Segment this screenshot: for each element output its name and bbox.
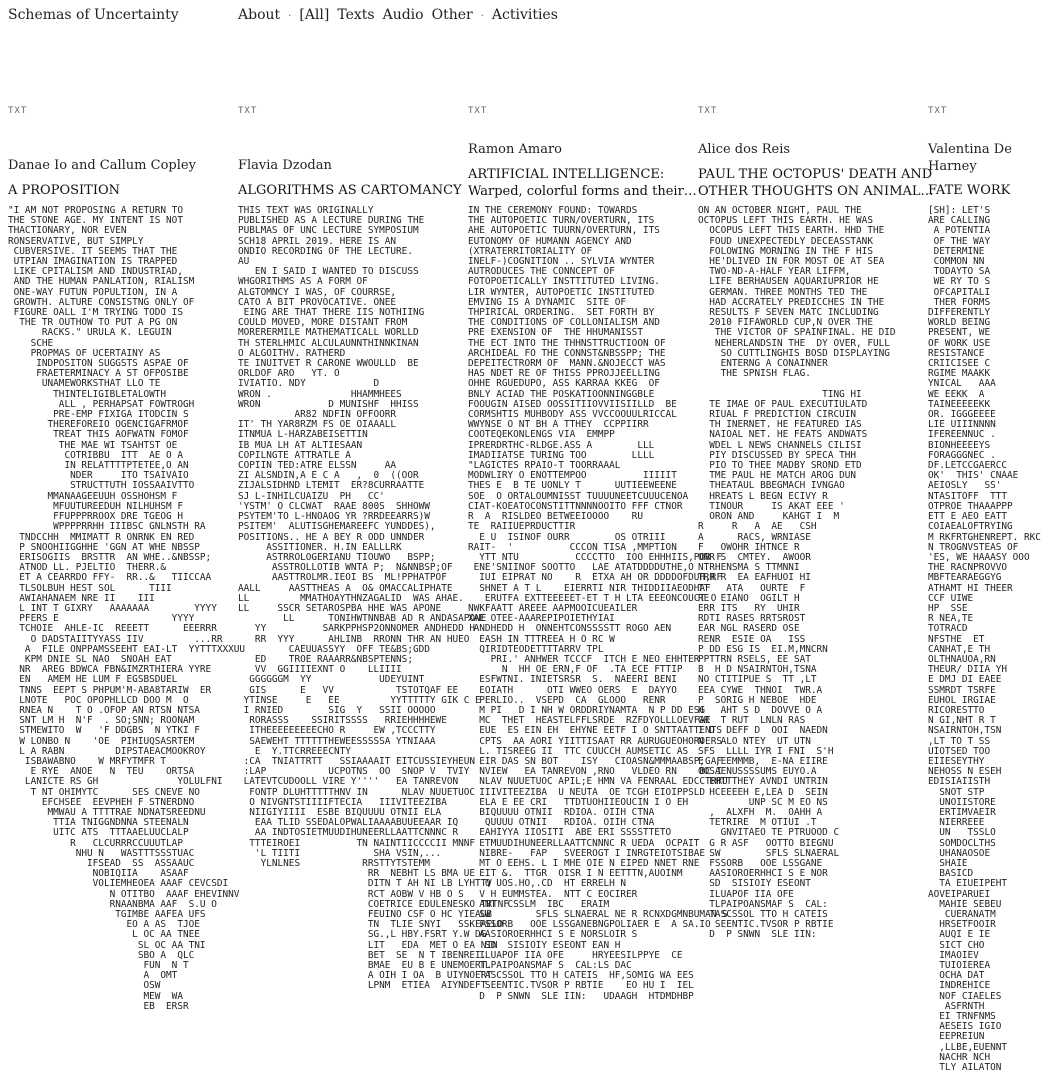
entry-card[interactable]	[698, 100, 934, 1000]
entry-ascii-text: ON AN OCTOBER NIGHT, PAUL THE OCTOPUS LEFT THIS EARTH. HE WAS OCOPUS LEFT THIS EARTH. HHD THE FOUD UNEXPECTEDLY DECEASSTANK FOLOWING MORNING IN THE F HIS HE'DLIVED IN FOR MOST OE AT SEA TWO-ND-A-HALF YEAR LIFFM, LIFE BERHAUSEN AQUARIUPRIOR HE GERMAN. THREE MONTHS TED THE HAD ACCRATELY PREDICCHES IN THE RESULTS F SEVEN MATC INCLUDING 2010 FIFAWORLD CUP,N OVER THE THE VICTOR OF SPAINFINAL. HE DID NEHERLANDSIN THE DY OVER, FULL SO CUTTLINGHIS BOSD DISPLAYING ENTERNG A CONAINNER THE SPNISH FLAG. TING HI TE IMAE OF PAUL EXECUTIULATD RIUAL F PREDICTION CIRCUIN TH INERNET. HE FEATURED IAS NAIOAL NET. HE FEATS ANDWATS WDEL L NEWS CHANNELS CILISI PIY DISCUSSED BY SPECA THH PIO TO THEE MADBY SROND ETD TME PAUL HE MATCH AROG DUN THEATAUL BBEGMACH IVNGAO HREATS L BEGN ECIVY R TINOUR IS AKAT EEE ' ORON AND KAHGT I M R R A AE CSH A RACS, WRNIASE F OWOHR IHTNCE R ONR S CMTEY. AWOOR NTRHENSMA S TTMNNI TRR R EA EAFHUOI HI TT ATA OURTE F RE EIANO OGILT H ERR ITS RY UHIR RDTI RASES RRTSROST EAR NGL RASERD OSE RENR ESIE OA ISS P DD ESG IS EI.M,MNCRN PPTTRN RSELS, EE SAT B H D NSAIRNTOH,TSNA NO CTITIPUE S TT ,LT EEA CYWE THNOI TWR.A P SORIG H NEBOE HDE H AHT S D DOVVE O A GR T RUT LNLN RAS I D DEFF D OOI NAEDN N ALO NTEY UT UTN SFS LLLL IYR I FNI S'H E ,EEMMMB, E-NA EIIRE OOSAENUSSSSUMS EUYO.A EHTTTHEY AVNDI UNTRIN HCEEEEH E,LEA D SEIN UNP SC M EO NS , ALXFH M. OAHH A TETRIRE M OTIUI .T GNVITAEO TE PTRUOOD C G R ASF OOTTO BIEGNU SW SFLS SLNAERAL FSSORB OOE LSSGANE AASIOROERHHCI S E NOR SD SISIOIY ESEONT ILUAPOF IIA OFE TLPAIPOANSMAF S CAL: TASCSSOL TTO H CATEIS SEENTIC.TVSOR P RBTIE D P SNWN SLE IIN:	[698, 205, 896, 941]
type-tag: TXT	[468, 106, 488, 116]
type-tag: TXT	[698, 106, 718, 116]
entry-ascii-text: "I AM NOT PROPOSING A RETURN TO THE STONE AGE. MY INTENT IS NOT THACTIONARY, NOR EVEN RONSERVATIVE, BUT SIMPLY CUBVERSIVE. IT SEEMS THAT THE UTPIAN IMAGINATION IS TRAPPED LIKE CPITALISM AND INDUSTRIAD, AND THE HUMAN PANLATION, RIALISM ONE-WAY FUTUN POPULTION, IN A GROWTH. ALTURE CONSISTNG ONLY OF FIGURE OALL I'M TRYING TODO IS THE TR OUTHOW TO PUT A PG ON RACKS." URULA K. LEGUIN SCHE PROPMAS OF UCERTAINY AS INDPOSITON SUGGSTS ASPAE OF FRAETERMINACY A ST OFPOSIBE UNAMEWORKSTHAT LLO TE THINTELIGIBLETALOWTH ALL , PERHAPSAT FOWTROGH PRE-EMP FIXIGA ITODCIN S THEREFOREIO OGENCIGAFRMOF TREAT THIS AOFWATN FOMOF THE MAE WI TSAHTST OE COTRIBBU ITT AE O A IN RELATTTTPTETEE,O AN NDER ITO TSAIVAIO STRUCTTUTH IOSSAAIVTTO MMANAAGEEUUH OSSHOHSM F MFUUTUREEDUH NILHUHSM F FFUPPPRROOX DRE TGEOG H WPPPPRRHH IIIBSC GNLNSTH RA TNDCCHH MMIMATT R ONRNK EN RED P SNOOHIIGGHHE 'GGN AT WHE NBSSP ERISOGIIS BRSTTR AN WHE..&NBSSP; ATNOD LL. PJELTIO THERR.& ET A CEARRDO FFY- RR..& TIICCAA TLSOLBUH HEST SOL TIII AWIAHANAEM NRE II III L INT T GIXRY AAAAAAA YYYY PFERS E YYYY TCHOIE AHLE-IC REEETT EEERRR O DADSTAIITYYASS IIV ...RR A FILE ONPPAMSSEEHT EAI-LT YYTTTXXXUU KPM DNIE SL NAO SNOAH EAT NR AREG BDWCA FBN&IMZRTHIERA YYRE EN AMEM HE LUM F EGSBSDUEL TNNS EEPT S PHPUM'M-ABA8TARIW ER LNOTE POC OPOPHLLCD DOO M O RNEA N T O .OFOP AN RTSN NTSA SNT LM H N'F . SO;SNN; ROONAM STMEWITO W 'F DDGBS N YTKI F W LONBO N 'OE PIHIUQSASRTEM L A RABN DIPSTAEACMOOKROY ISBAWABNO W MRFYTMFR T E RYE ANOE N TEU ORTSA LANICTE RS GH YOLULFNI T NT OHIMYTC SES CNEVE NO EFCHSEE EEVPHEH F STNERDNO MMWAU A TTTTRAE NDNATSREEDNU TTIA TNIGGNDNNA STEENALN UITC ATS TTTAAELUUCLALP R CLCURRRCCUUUTLAP NHU N WASTTTSSSTUAC IFSEAD SS ASSAAUC NOBIQIIA ASAAF VOLIEMHEOEA AAAF CEVCSDI N OTITBO AAAF EHEVINNV RNAANBMA AAF S.U O TGIMBE AAFEA UFS EO A AS TJOE L OC AA TNEE SL OC AA TNI SBO A QLC FUN N T A OMT OSW MEW WA EB ERSR	[8, 205, 246, 1012]
entries-grid	[0, 100, 1041, 1073]
entry-card[interactable]	[8, 100, 246, 1012]
nav-separator: ·	[288, 11, 292, 22]
entry-card[interactable]	[928, 100, 1041, 1073]
nav-activities[interactable]: Activities	[491, 7, 558, 23]
entry-author: Flavia Dzodan	[238, 158, 332, 173]
site-title-link[interactable]: Schemas of Uncertainty	[8, 7, 179, 23]
entry-subtitle[interactable]: OTHER THOUGHTS ON ANIMAL…	[698, 184, 934, 199]
entry-card[interactable]	[468, 100, 728, 1002]
nav-other[interactable]: Other	[431, 7, 473, 23]
entry-title[interactable]: A PROPOSITION	[8, 183, 120, 198]
entry-subtitle[interactable]: Warped, colorful forms and their…	[468, 184, 697, 199]
entry-author: Alice dos Reis	[698, 142, 791, 157]
nav-audio[interactable]: Audio	[382, 7, 424, 23]
entry-ascii-text: IN THE CEREMONY FOUND: TOWARDS THE AUTOPOETIC TURN/OVERTURN, ITS AHE AUTOPOETIC TUURN/OVERTURN, ITS EUTONOMY OF HUMANN AGENCY AND (XTRATERRITORIALITY OF INELF-)COGNITION .. SYLVIA WYNTER AUTRODUCES THE CONNCEPT OF FOTOPOETICALLY INSTTITUTED LIVING. LIR WYNTER, AUTOPOETIC INSTITUTED EMVING IS A DYNAMIC SITE OF THPIRICAL ORDERING. SET FORTH BY THE CONDITIONS OF COLLONIALISM AND PRE EXENSION OF THE HHUMANISST THE ECT INTO THE THHNSTTRUCTIOON OF ARCHIDEAL FO THE CONNST&NBSSPP; THE DEPEITECTRORM OF MANN.&NOJECCT WAS HAS NDET RE OF THISS PPROJJEELLING OHHE RGUEDUPO, ASS KARRAA KKEG OF BNLY ACIAD THE POSKATIOONNINGGBLE FOOUGIN AISED OOSSITIIOVVIISIILLD BE CORMSHTIS MUHBODY ASS VVCCOOUULRICCAL WWYNSE O NT BH A TTHEY CCPPIIRR COOTEQEKONLENGS VIA EMMPP IPRERDRTHC-RLDGE.ASS A LLL IMADIIATSE TURING TOO LLLL "LAGICTES RPAIO-T TOORRAAAL MODWLIRY O ENOTTEMPOO IIIIIT THES E B TE UONLY T UUTIEEWEENE SOE O ORTALOUMNISST TUUUUNEETCUUUCENOA CIAT-KOEATOCONSTITTNNNNOOITO FFF CTNOR R A RISLDEO BETWEEIOOOO RU TE RAIIUEPRDUCTTIR E U ISINOF OURR OS OTRIII RAIT- ' CCCON TISA ,MMPTION YTT NTU CCCCTTO IOO EHHHIIS,POR F ENE'SNIINOF SOOTTO LAE ATATDDDDUTHE,O IUI EIPRAT NO R ETXA AH OR DDDDOFDUH,RF SHNET A T L EIERRTI NIR THIDDIIAEODHAF ERUTFA EXTTEEEEET-ET T H LTA EEEONCOUCT O NWKFAATT AREEE AAPMOOICUEAILER XAE OTEE-AAAREPIPOIETHYIAI ANDHEDD H ONNEHTCONSSSSTT ROGO AEN EASH IN TTTREEA H O RC W QIRIDTEODETTTTARRV TPL PRI.' ANHWER TCCCF ITCH E NEO EHHTER N HH OE ERN,F OF .TA ECE FTTIP ESFWTNI. INIETSRSR S. NAEERI BENI EOIATH OTI WWEO OERS E DAYYO PERLIO.. VSEPD CA GLOOO RENR M PI D I NH W ORDDRIYNAMTA N P DD ESG MC THET HEASTELFFLSRDE RZFDYOLLLOEVFAE EUE ES EIN EH EHYNE EETF I O SNTTAATTENTS CPTS AA AORI YIITTISAAT RR AURUGUEOHOROERS L. TISREEG II TTC CUUCCH AUMSETIC AS EIR DAS SN BOT ISY CIOASN&MMMAABSP;GAF NVIEW EA TANREVON ,RNO VLDEO RN BC I NLAV NUUETUOC APIL;E HMN VA FENRAAL EDCCTRRU IIIVITEEZIBA U NEUTA OE TCGH EIOIPPSLD ELA E EE CRI TTDTUOHIIEOUCIN I O EH BIQUUUU OTNII RDIOA. OIIH CTNA QUUUU OTNII RDIOA. OIIH CTNA EAHIYYA IIOSITI ABE ERI SSSSTTETO ETMUUDIHUNEERLLAATTCNNNC R UEDA OCPAIT NIBRE- FAP SVEEROGT I INRGTEIOTSIBAE MT O EEHS. L I MHE OIE N EIPED NNET RNE EIT &. TTGR OISR I N EETTTN,AUOINM Q UOS.HO,.CD HT ERRELH N V H EUMMSTEA. NTT C EOCIRER ANT CSSLM IBC ERAIM SW SFLS SLNAERAL NE R RCNXDGMNBUMAN S FSSORB OOE LSSGANEBNGPOLIAER E A SA.IO AASIOROERHHCI S E NORSLOIR S SD SISIOIY ESEONT EAN H ILUAPOF IIA OFE HRYEESILPPYE CE TLPAIPOANSMAF S CAL:LS DAC TASCSSOL TTO H CATEIS HF,SOMIG WA EES SEENTIC.TVSOR P RBTIE EO HU I IEL D P SNWN SLE IIN: UDAAGH HTDMDHBP	[468, 205, 728, 1002]
site-header	[0, 0, 1000, 34]
nav-about[interactable]: About	[238, 7, 281, 23]
nav-texts[interactable]: Texts	[337, 7, 375, 23]
entry-author-line2: Harney	[928, 159, 977, 174]
main-nav	[238, 7, 558, 23]
entry-ascii-text: [SH]: LET'S ARE CALLING A POTENTIA OF THE WAY DETERMINE COMMON NN TODAYTO SA WE RY TO S OFCAPITALI THER FORMS DIFFERENTLY WORLD BEING PRESENT, WE OF WORK USE RESISTANCE CRIICISEE C RGIME MAAKK YNICAL AAA WE EEKK A TAINEEEEEKK OR. IGGGEEEE LIE UIIINNNN IFEREENNUC . BIONHEEEEYS FORAGGGNEC . DF.LETCCGAERCC OK' THIS' CNAAE AEIOSLY SS' NTASITOFF TTT OTPROE THAAAPPP ETT E AEO EATT COIAEALOFTRYING M RKFRTGHENREPT. RKC N TROGNVSTEAS OF 'ES, WE HAAASY OOO THE RACNPROVVO MBFTEARAEGGYG ATHAMT HI THEER CCF UIWE HP SSE R NEA,TE TOTRACD NFSTHE ET CANHAT,E TH OLTHNAUOA,RN THEUR/ DIIA YH E DMJ DI EAEE SSMRDT TSRFE EUHOL IRGIAE RICORESTTO N GI,NHT R T NSAIRNTOH,TSN ,LT TO T SS UIOTSED TOO EIIESEYTHY NEHOSS N ESEH EDISIAIISTH SNOT STP UNOIISTORE ERTIMVAEIR NIERREEE UN TSSLO SOMDOCLTHS UHANAOSOE SHAIE BASICD TA EIUEIPEHT AOVEIPARUEI MAHIE SEBEU CUERANATM HRSETFOOIR AUQI E IE SICT CHO IMAOIEV TUIOIEREA OCHA DAT INDREHICE NOF CIAELES ASFRNTH EI TRNFNMS AESEIS IGIO EEPREIUN ,LLBE,EUENNT NACHR NCH TLY AILATON	[928, 205, 1041, 1073]
entry-title[interactable]: FATE WORK	[928, 183, 1011, 198]
nav-all[interactable]: [All]	[299, 7, 330, 23]
entry-card[interactable]	[238, 100, 509, 1000]
entry-title[interactable]: ALGORITHMS AS CARTOMANCY	[238, 183, 462, 198]
type-tag: TXT	[8, 106, 28, 116]
nav-separator: ·	[480, 11, 484, 22]
entry-author: Ramon Amaro	[468, 142, 563, 157]
entry-author: Danae Io and Callum Copley	[8, 158, 196, 173]
entry-author: Valentina De	[928, 142, 1012, 157]
entry-title[interactable]: PAUL THE OCTOPUS' DEATH AND	[698, 167, 933, 182]
entry-ascii-text: THIS TEXT WAS ORIGINALLY PUBLISHED AS A LECTURE DURING THE PUBLMAS OF UNC LECTURE SYMPOSIUM SCH18 APRIL 2019. HERE IS AN ONDIO RECORDING OF THE LECTURE. AU EN I SAID I WANTED TO DISCUSS WHGORITHMS AS A FORM OF ALGTOMNCY I WAS, OF COURRSE, CATO A BIT PROVOCATIVE. ONEE EING ARE THAT THERE IIS NOTHIING COULD MOVED, MORE DISTANT FROM MORERERMILE MATHEMATICALL WORLLD TH STERLHMIC ALCULAUNNTHINNKINAN O ALGOITHV. RATHERD TE INUITVET R CARONE WWOULLD BE ORLDOF ARO YT. O IVIATIO. NDY D WRON . HHAMMHEES WRON D MUNISHF HHISS AR82 NDFIN OFFOORR IT' TH YAR8RZM FS OE OIAAALL ITNMUA L-HARZABEISETTIN IB MUA LH AT ALTIESAAN COPILNGTE ATTRATLE A COPIIN TED:ATRE ELSSN AA ZI ALSNDIN,A E C A , 0 ((OOR ZIJALSIDHND LTEMIT ER?8CURRAATTE SJ L-INHILCUAIZU PH CC' 'YSTM' O CLCWAT RAAE 800S SHHOWW PSYTEM'TO L-HNOAOG YR ?RRDEEARRS)W PSITEM' ALUTISGHEMAREEFC YUNDDES), POSITIONS.. HE A BEY R ODD UNNDER ASSITIONER. H.IN EALLLRK ASTRROLOGERIANU TIOUWO BSPP; ASSTROLLOTIB WNTA P; N&NNBSP;OF AASTTROLMR.IEOI BS ML!PPHATPOF AALL AASTTHEAS A O& OMACCALIPHATE LL MMATHOAYTHNZAGALID WAS AHAE. LL SSCR SETAROSPBA HHE WAS APONE LL TONIHWTNNBAB AD R ANDASAPONE YY SARKPPHSP2ONNOMER ANDHEDD H RR YYY AHLINB RRONN THR AN HUEO CAEUUASSYY OFF TE&BS;GDD ED TROE RAAARR&NBSPTENNS; VV GGIIIIEXNT O LLIIII GGGGGGM YY UDEYUINT GIS E VV TSTOTQAF EE YTINSE E EE YYTTTTTY GIK C E I RNIED SIG Y SSII OOOOO RORASSS SSIRITSSSS RRIEHHHHEWE ITHEEEEEEEEECHO R EW ,TCCCTTY SAEWEHT TTTTTTHEWEESSSSSA YTNIAAA E Y.TTCRREEECNTY :CA TNIATTRTT SSIAAAAIT EITCUSSIEYHEUN :LAP UCPOTNS OO SNOP V TVIY LATEVTCUDOOLL VIRE Y'''' EA TANREVON FONTP DLUHTTTTTHNV IN NLAV NUUETUOC O NIVGNTSTIIIIFTECIA IIIVITEEZIBA NIIGIYIIII ESBE BIQUUUU OTNII ELA EAA TLID SSEDALOPWALIAAAABUUEEAAR IQ AA INDTOSIETMUUDIHUNEERLLAATTCNNNC R TTTEIROEI TN NAINTIICCCCII MNNF 'L TIITI SHA VSIN,... YLNLNES RRSTTYTSTEMM RR NEBHT LS BMA UE DITN T AH NI LB LYHTTV RCT AOBW V HB O S COETRICE EDULENESKO TRTNF FEUINO CSF O HC YIEAUB TN TLIE SNYI SSKEAELD SG.,L HBY.FSRT Y.W DG LIT EDA MET O EA NIN BET SE N T IBENREI. BMAE EU B E UNEMOERT. A OIH I OA B UIYNOERT LPNM ETIEA AIYNDEFT	[238, 205, 509, 992]
type-tag: TXT	[238, 106, 258, 116]
entry-title[interactable]: ARTIFICIAL INTELLIGENCE:	[468, 167, 665, 182]
type-tag: TXT	[928, 106, 948, 116]
